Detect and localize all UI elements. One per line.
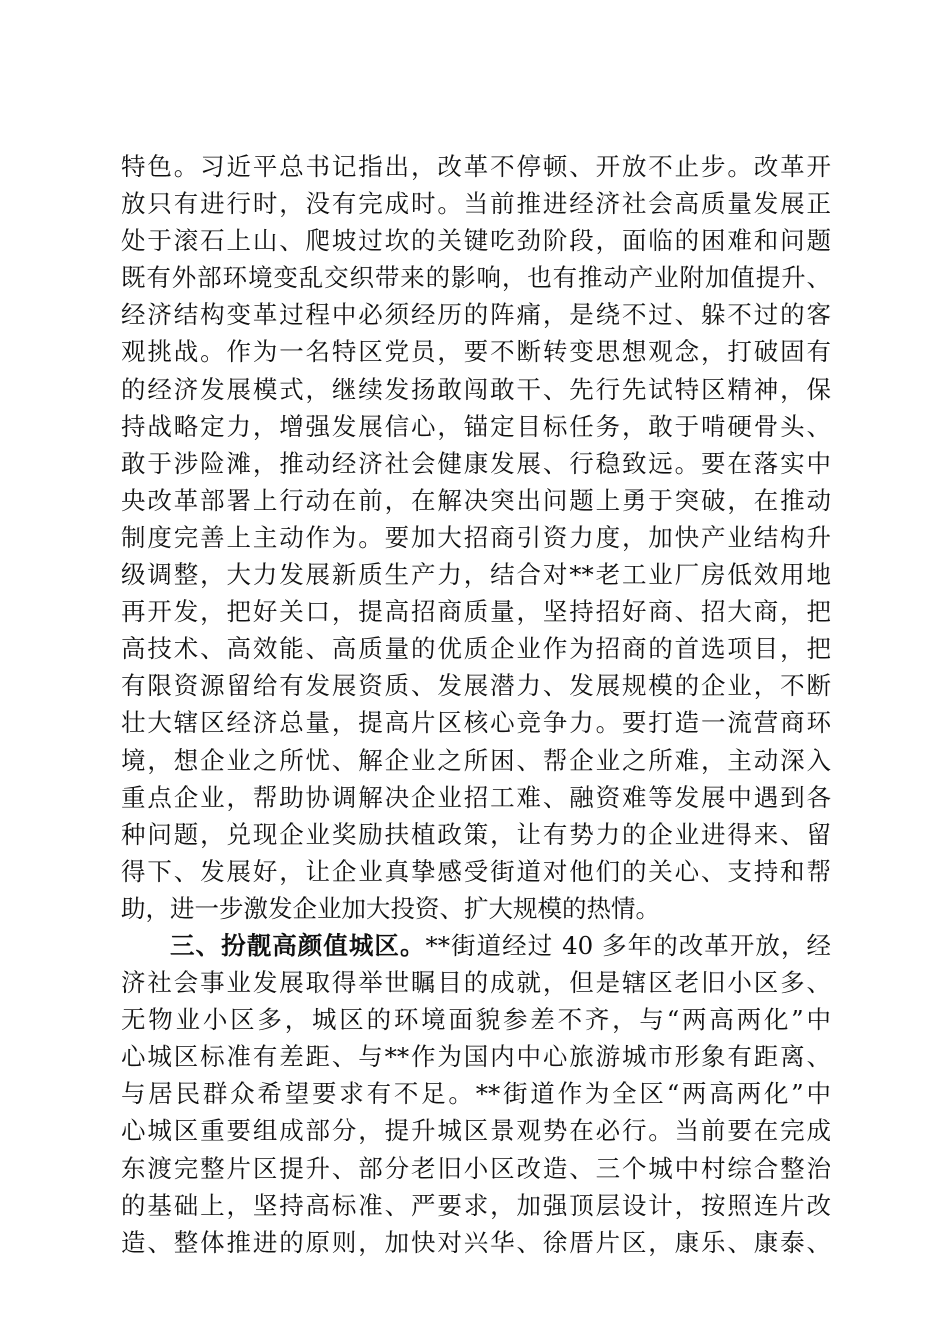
text-line: 东渡完整片区提升、部分老旧小区改造、三个城中村综合整治 [121, 1153, 831, 1183]
paragraph-economy [121, 148, 831, 927]
text-line: 种问题，兑现企业奖励扶植政策，让有势力的企业进得来、留 [121, 819, 831, 849]
text-line: 既有外部环境变乱交织带来的影响，也有推动产业附加值提升、 [121, 263, 831, 293]
section-heading: 三、扮靓高颜值城区。 [170, 930, 426, 960]
text-line: 央改革部署上行动在前，在解决突出问题上勇于突破，在推动 [121, 485, 831, 515]
text-line: 助，进一步激发企业加大投资、扩大规模的热情。 [121, 893, 660, 923]
text-line: 造、整体推进的原则，加快对兴华、徐厝片区，康乐、康泰、 [121, 1227, 831, 1257]
text-line: 无物业小区多，城区的环境面貌参差不齐，与“两高两化”中 [121, 1005, 831, 1035]
section-first-line-text: **街道经过 40 多年的改革开放，经 [425, 930, 831, 960]
document-body [121, 148, 831, 1261]
text-line: 处于滚石上山、爬坡过坎的关键吃劲阶段，面临的困难和问题 [121, 226, 831, 256]
text-line: 持战略定力，增强发展信心，锚定目标任务，敢于啃硬骨头、 [121, 411, 831, 441]
text-line: 的基础上，坚持高标准、严要求，加强顶层设计，按照连片改 [121, 1190, 831, 1220]
text-line: 制度完善上主动作为。要加大招商引资力度，加快产业结构升 [121, 522, 831, 552]
text-line: 与居民群众希望要求有不足。**街道作为全区“两高两化”中 [121, 1079, 831, 1109]
text-line: 高技术、高效能、高质量的优质企业作为招商的首选项目，把 [121, 634, 831, 664]
text-line: 心城区标准有差距、与**作为国内中心旅游城市形象有距离、 [121, 1042, 831, 1072]
text-line: 壮大辖区经济总量，提高片区核心竞争力。要打造一流营商环 [121, 708, 831, 738]
text-line: 经济结构变革过程中必须经历的阵痛，是绕不过、躲不过的客 [121, 300, 831, 330]
text-line: 特色。习近平总书记指出，改革不停顿、开放不止步。改革开 [121, 152, 831, 181]
text-line: 级调整，大力发展新质生产力，结合对**老工业厂房低效用地 [121, 560, 831, 590]
text-line: 得下、发展好，让企业真挚感受街道对他们的关心、支持和帮 [121, 856, 831, 886]
text-line: 境，想企业之所忧、解企业之所困、帮企业之所难，主动深入 [121, 745, 831, 775]
text-line: 的经济发展模式，继续发扬敢闯敢干、先行先试特区精神，保 [121, 374, 831, 404]
text-line: 重点企业，帮助协调解决企业招工难、融资难等发展中遇到各 [121, 782, 831, 812]
paragraph-city-district [121, 927, 831, 1261]
text-line: 放只有进行时，没有完成时。当前推进经济社会高质量发展正 [121, 189, 831, 219]
text-line: 济社会事业发展取得举世瞩目的成就，但是辖区老旧小区多、 [121, 968, 831, 998]
text-line: 观挑战。作为一名特区党员，要不断转变思想观念，打破固有 [121, 337, 831, 367]
text-line: 有限资源留给有发展资质、发展潜力、发展规模的企业，不断 [121, 671, 831, 701]
section-first-line [121, 927, 831, 964]
text-line: 敢于涉险滩，推动经济社会健康发展、行稳致远。要在落实中 [121, 448, 831, 478]
text-line: 心城区重要组成部分，提升城区景观势在必行。当前要在完成 [121, 1116, 831, 1146]
text-line: 再开发，把好关口，提高招商质量，坚持招好商、招大商，把 [121, 597, 831, 627]
